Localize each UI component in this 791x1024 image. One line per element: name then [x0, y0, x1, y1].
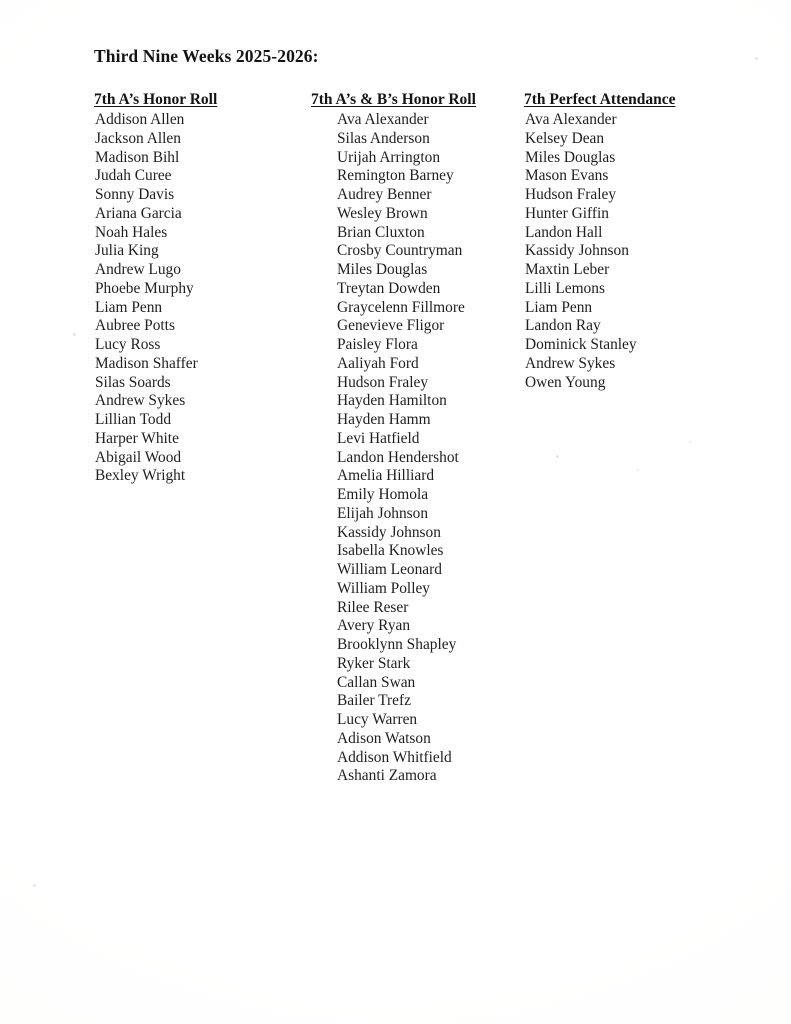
student-name: Julia King	[95, 242, 159, 260]
student-name: Silas Soards	[95, 373, 171, 391]
student-name: Andrew Sykes	[95, 392, 186, 410]
student-name: Adison Watson	[337, 729, 431, 747]
student-name: Landon Hendershot	[337, 448, 459, 466]
student-name: Audrey Benner	[337, 186, 432, 203]
student-name: Ariana Garcia	[95, 204, 182, 222]
student-name: Ava Alexander	[337, 111, 429, 128]
student-name: Miles Douglas	[525, 148, 616, 166]
student-name: Madison Shaffer	[95, 354, 198, 372]
name-list-a-honor-roll	[94, 111, 304, 486]
student-name: Hudson Fraley	[337, 373, 429, 391]
name-list-perfect-attendance	[524, 111, 724, 392]
student-name: Kassidy Johnson	[337, 523, 441, 541]
column-heading: 7th Perfect Attendance	[524, 91, 676, 108]
student-name: Jackson Allen	[95, 129, 181, 147]
student-name: Wesley Brown	[337, 204, 428, 222]
student-name: Phoebe Murphy	[95, 279, 194, 297]
student-name: Elijah Johnson	[337, 504, 429, 522]
student-name: Aaliyah Ford	[337, 354, 419, 372]
student-name: Urijah Arrington	[337, 148, 441, 166]
student-name: Genevieve Fligor	[337, 317, 445, 335]
student-name: William Leonard	[337, 561, 442, 578]
student-name: Ava Alexander	[525, 111, 617, 128]
student-name: Treytan Dowden	[337, 279, 441, 297]
student-name: Brooklynn Shapley	[337, 636, 457, 653]
page-title: Third Nine Weeks 2025-2026:	[94, 46, 319, 66]
student-name: Miles Douglas	[337, 261, 428, 278]
student-name: Lilli Lemons	[525, 279, 605, 297]
student-name: Levi Hatfield	[337, 429, 420, 447]
student-name: Avery Ryan	[337, 617, 411, 635]
student-name: Abigail Wood	[95, 448, 182, 466]
student-name: Ryker Stark	[337, 654, 411, 672]
student-name: Sonny Davis	[95, 186, 175, 203]
student-name: Landon Hall	[525, 223, 603, 241]
student-name: Aubree Potts	[95, 317, 175, 335]
student-name: Bailer Trefz	[337, 692, 411, 710]
student-name: Emily Homola	[337, 486, 429, 503]
student-name: Harper White	[95, 429, 179, 447]
name-list-ab-honor-roll	[311, 111, 516, 786]
student-name: Lucy Warren	[337, 711, 418, 728]
student-name: Maxtin Leber	[525, 261, 610, 278]
column-ab-honor-roll	[311, 90, 516, 786]
column-heading: 7th A’s & B’s Honor Roll	[311, 91, 476, 108]
student-name: Addison Whitfield	[337, 748, 452, 766]
student-name: Mason Evans	[525, 167, 609, 185]
student-name: Hudson Fraley	[525, 186, 617, 203]
student-name: Lucy Ross	[95, 336, 161, 353]
student-name: Liam Penn	[95, 298, 163, 316]
student-name: Landon Ray	[525, 317, 601, 335]
student-name: Owen Young	[525, 373, 606, 391]
student-name: Crosby Countryman	[337, 242, 463, 260]
student-name: Hunter Giffin	[525, 204, 609, 222]
student-name: Callan Swan	[337, 673, 416, 691]
student-name: Hayden Hamilton	[337, 392, 447, 410]
student-name: Lillian Todd	[95, 411, 172, 428]
column-a-honor-roll	[94, 90, 304, 486]
student-name: Brian Cluxton	[337, 223, 425, 241]
student-name: Silas Anderson	[337, 129, 430, 147]
student-name: Dominick Stanley	[525, 336, 637, 353]
student-name: Amelia Hilliard	[337, 467, 435, 485]
student-name: Andrew Sykes	[525, 354, 616, 372]
student-name: Madison Bihl	[95, 148, 180, 166]
student-name: Graycelenn Fillmore	[337, 298, 465, 316]
student-name: Bexley Wright	[95, 467, 186, 485]
student-name: Remington Barney	[337, 167, 454, 185]
student-name: Isabella Knowles	[337, 542, 444, 560]
student-name: Hayden Hamm	[337, 411, 431, 428]
student-name: Andrew Lugo	[95, 261, 181, 278]
student-name: William Polley	[337, 579, 430, 597]
student-name: Liam Penn	[525, 298, 593, 316]
student-name: Ashanti Zamora	[337, 767, 437, 785]
student-name: Kelsey Dean	[525, 129, 605, 147]
student-name: Rilee Reser	[337, 598, 409, 616]
student-name: Paisley Flora	[337, 336, 418, 353]
column-perfect-attendance	[524, 90, 724, 392]
student-name: Noah Hales	[95, 223, 168, 241]
student-name: Kassidy Johnson	[525, 242, 629, 260]
column-heading: 7th A’s Honor Roll	[94, 91, 218, 108]
student-name: Judah Curee	[95, 167, 172, 185]
student-name: Addison Allen	[95, 111, 185, 128]
